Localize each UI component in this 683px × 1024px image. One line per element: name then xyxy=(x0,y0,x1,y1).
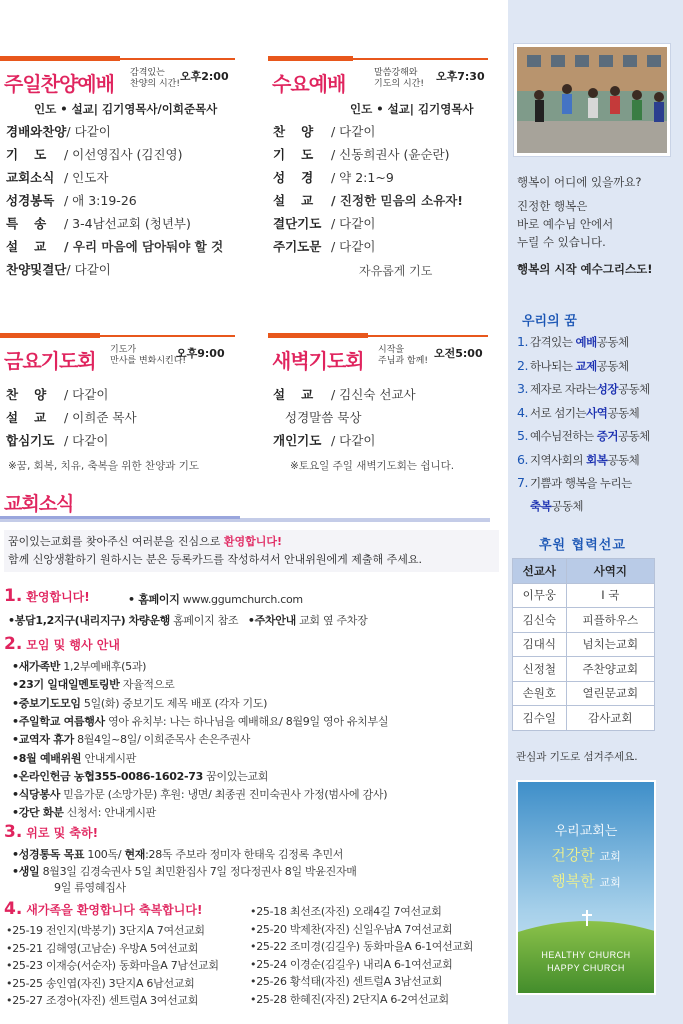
dream-suffix: 공동체 xyxy=(596,335,629,349)
list-item xyxy=(12,768,268,784)
sunday-subtitle-line1: 감격있는 xyxy=(130,68,165,78)
news-item-number: 1. xyxy=(4,586,23,606)
homepage-line xyxy=(128,591,303,607)
dream-prefix: 하나되는 xyxy=(529,358,576,373)
dawn-note: ※토요일 주일 새벽기도회는 쉽니다. xyxy=(290,460,455,472)
happiness-answer-1: 진정한 행복은 xyxy=(517,199,588,213)
dream-item xyxy=(517,405,639,421)
mission-field: 열린문교회 xyxy=(566,681,654,706)
order-row xyxy=(273,122,463,145)
section-bar-thin xyxy=(100,335,235,337)
order-row xyxy=(273,237,463,260)
dream-number: 7. xyxy=(517,475,528,490)
poster-line2 xyxy=(518,844,654,865)
order-label: 설교 xyxy=(273,193,330,208)
order-label: 개인기도 xyxy=(273,433,322,448)
list-item: •25-28 한혜진(자진) 2단지A 6-2여선교회 xyxy=(250,992,449,1006)
dream-number: 5. xyxy=(517,428,528,443)
news-item-3-heading xyxy=(4,822,98,842)
missionary-name: 신정철 xyxy=(513,657,567,682)
table-row xyxy=(513,681,655,706)
news-item-title: 환영합니다! xyxy=(26,590,90,604)
welcome-text: 꿈이있는교회를 찾아주신 여러분을 진심으로 xyxy=(8,535,224,548)
sunday-subtitle-line2: 찬양의 시간! xyxy=(130,79,180,89)
vehicle-area: •봉담1,2지구(내리지구) xyxy=(8,614,126,627)
order-value: / 다같이 xyxy=(331,239,376,254)
poster-line3 xyxy=(518,870,654,891)
dream-suffix: 공동체 xyxy=(596,358,629,373)
list-item xyxy=(12,658,146,674)
happiness-slogan: 행복의 시작 예수그리스도! xyxy=(517,262,653,276)
children-jumping-photo xyxy=(514,44,670,156)
happiness-answer-2: 바로 예수님 안에서 xyxy=(517,217,614,231)
order-label: 찬양 xyxy=(273,124,330,139)
item-text: 믿음가문 (소망가문) 후원: 냉면/ 최종권 진미숙권사 가정(범사에 감사) xyxy=(60,788,388,802)
dream-prefix: 감격있는 xyxy=(529,335,576,349)
order-row xyxy=(273,431,416,454)
list-item: •25-23 이재승(서순자) 동화마을A 7남선교회 xyxy=(6,959,219,972)
list-item xyxy=(12,731,250,747)
order-value: / 신동희권사 (윤순란) xyxy=(331,147,450,162)
dream-suffix: 공동체 xyxy=(607,452,640,467)
welcome-highlight: 환영합니다! xyxy=(223,535,283,548)
order-row xyxy=(6,145,223,168)
our-dream-title: 우리의 꿈 xyxy=(522,314,577,329)
section-bar xyxy=(268,56,353,61)
news-item-2-heading xyxy=(4,634,120,654)
happiness-question: 행복이 어디에 있을까요? xyxy=(517,175,642,189)
dream-keyword: 회복 xyxy=(586,452,608,467)
table-row xyxy=(513,657,655,682)
mission-support-note: 관심과 기도로 섬겨주세요. xyxy=(516,751,638,763)
order-label: 주기도문 xyxy=(273,239,322,254)
wednesday-lead: 인도 • 설교| 김기영목사 xyxy=(350,102,474,116)
friday-time: 오후9:00 xyxy=(176,347,225,360)
friday-order xyxy=(6,385,137,454)
order-row xyxy=(6,260,223,283)
order-row xyxy=(273,214,463,237)
mission-field: 피플하우스 xyxy=(566,608,654,633)
column-header-missionary: 선교사 xyxy=(513,559,567,584)
poster-church-1: 교회 xyxy=(599,850,621,863)
order-value: / 우리 마음에 담아둬야 할 것 xyxy=(64,239,224,254)
dream-7-line2 xyxy=(530,498,583,514)
dream-item xyxy=(517,475,632,491)
sunday-service-section xyxy=(0,56,235,96)
friday-subtitle-line2: 만사를 변화시킨다! xyxy=(110,356,187,366)
order-label: 합심기도 xyxy=(6,433,55,448)
poster-happy: 행복한 xyxy=(551,872,595,890)
order-label: 설교 xyxy=(6,239,63,254)
friday-subtitle xyxy=(110,345,186,367)
church-slogan-poster xyxy=(516,780,656,995)
poster-church-2: 교회 xyxy=(599,876,621,889)
dawn-time: 오전5:00 xyxy=(434,347,483,360)
dream-suffix: 공동체 xyxy=(617,429,650,443)
order-value: / 애 3:19-26 xyxy=(64,193,137,208)
dream-keyword: 예배 xyxy=(575,335,597,349)
list-item: •25-18 최선조(자진) 오래4길 7여선교회 xyxy=(250,905,442,918)
poster-healthy: 건강한 xyxy=(551,846,595,864)
wednesday-time: 오후7:30 xyxy=(436,70,485,83)
section-bar-thin xyxy=(120,58,235,60)
order-value: / 다같이 xyxy=(331,124,376,139)
order-value: / 다같이 xyxy=(64,433,109,448)
item-text: 1,2부예배후(5과) xyxy=(60,660,147,673)
list-item xyxy=(12,695,267,711)
item-label: •주일학교 여름행사 xyxy=(12,714,105,728)
photo-illustration xyxy=(517,47,670,156)
list-item: •25-25 송인엽(자진) 3단지A 6남선교회 xyxy=(6,976,195,990)
dawn-subtitle xyxy=(378,345,428,367)
order-label: 설교 xyxy=(273,387,330,402)
homepage-label: • 홈페이지 xyxy=(128,593,180,606)
item-label: •성경통독 목표 xyxy=(12,848,85,861)
dream-keyword: 증거 xyxy=(596,429,618,443)
happiness-answer-3: 누릴 수 있습니다. xyxy=(517,235,606,249)
poster-line1: 우리교회는 xyxy=(554,824,618,839)
list-item: •25-21 김해영(고남순) 우방A 5여선교회 xyxy=(6,941,199,955)
friday-subtitle-line1: 기도가 xyxy=(110,345,137,355)
order-label: 특송 xyxy=(6,216,63,231)
section-bar-thin xyxy=(368,335,488,337)
dream-suffix: 공동체 xyxy=(617,382,650,396)
mission-field: 넘치는교회 xyxy=(566,632,654,657)
order-value: / 진정한 믿음의 소유자! xyxy=(331,193,463,208)
missionary-table-body xyxy=(513,583,655,730)
vehicle-label: 차량운행 xyxy=(128,614,170,627)
news-item-1-heading xyxy=(4,586,90,606)
item-text: 안내게시판 xyxy=(81,751,137,765)
order-row xyxy=(273,191,463,214)
list-item: •25-27 조경아(자진) 센트럴A 3여선교회 xyxy=(6,994,199,1007)
order-label: 결단기도 xyxy=(273,216,322,231)
mission-field: 주찬양교회 xyxy=(566,657,654,682)
dream-item xyxy=(517,358,629,374)
poster-english-1: HEALTHY CHURCH xyxy=(541,950,631,960)
item-label: •중보기도모임 xyxy=(12,696,81,710)
friday-title: 금요기도회 xyxy=(4,349,96,373)
order-label: 성경봉독 xyxy=(6,193,55,208)
friday-service-section xyxy=(0,333,235,373)
order-label: 경배와찬양 xyxy=(6,124,67,139)
item-label: •생일 xyxy=(12,864,40,878)
sunday-lead: 인도 • 설교| 김기영목사/이희준목사 xyxy=(34,102,218,116)
sunday-order xyxy=(6,122,223,283)
welcome-box xyxy=(4,530,499,572)
list-item xyxy=(12,713,388,729)
news-item-number: 4. xyxy=(4,899,23,919)
news-item-title: 모임 및 행사 안내 xyxy=(26,638,120,652)
welcome-line2: 함께 신앙생활하기 원하시는 분은 등록카드를 작성하셔서 안내위원에게 제출해 주세요. xyxy=(8,553,423,566)
order-value: / 약 2:1~9 xyxy=(331,170,394,185)
dream-number: 1. xyxy=(517,334,528,349)
item-label: •8월 예배위원 xyxy=(12,751,82,765)
dawn-title: 새벽기도회 xyxy=(272,349,364,373)
dream-prefix: 제자로 자라는 xyxy=(529,382,597,396)
order-label: 성경 xyxy=(273,170,330,185)
missionary-name: 김대식 xyxy=(513,632,567,657)
section-bar xyxy=(0,333,100,338)
item-label: •온라인헌금 농협355-0086-1602-73 xyxy=(12,769,203,783)
list-item: •25-22 조미경(김길우) 동화마을A 6-1여선교회 xyxy=(250,940,474,953)
item-text: 100독/ xyxy=(84,848,125,861)
dream-suffix: 공동체 xyxy=(551,499,584,513)
order-value: / 다같이 xyxy=(331,216,376,231)
friday-note: ※꿈, 회복, 치유, 축복을 위한 찬양과 기도 xyxy=(8,460,199,472)
dream-item xyxy=(517,334,629,350)
order-label: 찬양 xyxy=(6,387,63,402)
order-row xyxy=(6,385,137,408)
dream-number: 6. xyxy=(517,451,528,467)
vehicle-parking-line xyxy=(8,612,367,628)
order-row xyxy=(273,145,463,168)
list-item xyxy=(12,676,174,692)
dream-keyword: 사역 xyxy=(586,405,608,420)
order-value: / 다같이 xyxy=(66,262,111,277)
item-label: •23기 일대일멘토링반 xyxy=(12,678,120,692)
missionary-name: 손원호 xyxy=(513,681,567,706)
dream-number: 2. xyxy=(517,357,528,373)
order-label: 기도 xyxy=(273,147,330,162)
order-row xyxy=(6,168,223,191)
mission-support-title: 후원 협력선교 xyxy=(539,538,626,553)
item-text: 꿈이있는교회 xyxy=(202,769,269,783)
vehicle-text: 홈페이지 참조 xyxy=(169,614,239,627)
order-value: / 다같이 xyxy=(64,387,109,402)
list-item xyxy=(12,786,387,802)
list-item: •25-26 황석태(자진) 센트럴A 3남선교회 xyxy=(250,975,443,988)
dream-prefix: 서로 섬기는 xyxy=(529,405,587,420)
item-label-2: 현재 xyxy=(124,848,146,861)
wednesday-note: 자유롭게 기도 xyxy=(359,264,433,278)
order-label: 찬양및결단 xyxy=(6,262,67,277)
list-item: •25-20 박제찬(자진) 신일우남A 7여선교회 xyxy=(250,922,453,936)
section-bar xyxy=(0,56,120,61)
order-row xyxy=(273,408,416,431)
item-text: 8월4일~8일/ 이희준목사 손은주권사 xyxy=(73,733,251,747)
order-value: / 이희준 목사 xyxy=(64,410,137,425)
item-label: •교역자 휴가 xyxy=(12,733,74,747)
parking-text: 교회 옆 주차장 xyxy=(295,614,368,627)
item-text: 5일(화) 중보기도 제목 배포 (각자 기도) xyxy=(80,696,268,710)
dream-item xyxy=(517,381,650,397)
news-item-4-heading xyxy=(4,899,202,919)
news-item-number: 3. xyxy=(4,822,23,842)
item-text: 8월3일 김경숙권사 5일 최민환집사 7일 정다정권사 8일 박윤진자매 xyxy=(39,864,357,878)
order-label: 설교 xyxy=(6,410,63,425)
dawn-subtitle-line2: 주님과 함께! xyxy=(378,356,428,366)
order-row xyxy=(273,385,416,408)
order-row xyxy=(6,431,137,454)
section-bar-thin xyxy=(353,58,488,60)
news-item-title: 새가족을 환영합니다 축복합니다! xyxy=(26,903,203,917)
dream-item xyxy=(517,428,650,444)
news-divider-accent xyxy=(0,516,240,519)
missionary-table xyxy=(512,558,655,731)
mission-field: 감사교회 xyxy=(566,706,654,731)
order-row xyxy=(6,408,137,431)
order-row xyxy=(273,168,463,191)
dream-prefix: 기쁨과 행복을 누리는 xyxy=(529,476,632,490)
section-bar xyxy=(268,333,368,338)
order-value: / 다같이 xyxy=(66,124,111,139)
dream-prefix: 예수님전하는 xyxy=(529,429,597,443)
mission-field: I 국 xyxy=(566,583,654,608)
dream-number: 4. xyxy=(517,404,528,420)
list-item xyxy=(12,804,156,820)
list-item xyxy=(12,750,136,766)
item-label: •강단 화분 xyxy=(12,806,64,820)
list-item xyxy=(12,846,343,862)
table-row xyxy=(513,706,655,731)
column-header-field: 사역지 xyxy=(566,559,654,584)
item-text: 신청서: 안내게시판 xyxy=(63,806,156,820)
dream-item xyxy=(517,452,639,468)
order-value: 성경말씀 묵상 xyxy=(285,410,362,425)
poster-english-2: HAPPY CHURCH xyxy=(547,963,625,973)
missionary-name: 이무웅 xyxy=(513,583,567,608)
wednesday-order xyxy=(273,122,463,260)
list-item: •25-19 전인지(박봉기) 3단지A 7여선교회 xyxy=(6,924,205,937)
dream-keyword: 교제 xyxy=(575,358,597,373)
missionary-name: 김수일 xyxy=(513,706,567,731)
table-row xyxy=(513,608,655,633)
dream-keyword: 축복 xyxy=(530,499,552,513)
homepage-link[interactable]: www.ggumchurch.com xyxy=(182,593,303,606)
missionary-name: 김신숙 xyxy=(513,608,567,633)
wednesday-subtitle xyxy=(374,68,424,90)
news-title: 교회소식 xyxy=(4,493,74,515)
sunday-time: 오후2:00 xyxy=(180,70,229,83)
table-row xyxy=(513,632,655,657)
order-label: 교회소식 xyxy=(6,170,55,185)
table-row xyxy=(513,583,655,608)
dawn-service-section xyxy=(268,333,488,373)
dream-prefix: 지역사회의 xyxy=(529,452,587,467)
dream-number: 3. xyxy=(517,381,528,396)
item-label: •새가족반 xyxy=(12,660,61,673)
dawn-order xyxy=(273,385,416,454)
wednesday-service-section xyxy=(268,56,488,96)
wednesday-title: 수요예배 xyxy=(272,72,346,96)
order-value: / 인도자 xyxy=(64,170,109,185)
list-item xyxy=(54,879,126,895)
list-item: •25-24 이경순(김길우) 내리A 6-1여선교회 xyxy=(250,957,453,971)
news-item-title: 위로 및 축하! xyxy=(26,826,99,840)
item-text: 영아 유치부: 나는 하나님을 예배해요/ 8월9일 영아 유치부실 xyxy=(104,714,389,728)
sunday-subtitle xyxy=(130,68,180,90)
order-value: / 다같이 xyxy=(331,433,376,448)
item-text: 9일 류영혜집사 xyxy=(54,881,126,894)
wednesday-subtitle-line1: 말씀강해와 xyxy=(374,68,418,78)
table-header-row xyxy=(513,559,655,584)
order-label: 기도 xyxy=(6,147,63,162)
dawn-subtitle-line1: 시작을 xyxy=(378,345,405,355)
news-item-number: 2. xyxy=(4,634,23,654)
order-row xyxy=(6,122,223,145)
order-value: / 3-4남선교회 (청년부) xyxy=(64,216,191,231)
item-text: 자율적으로 xyxy=(119,678,175,692)
welcome-line1 xyxy=(8,533,495,551)
order-row xyxy=(6,214,223,237)
order-row xyxy=(6,237,223,260)
parking-label: •주차안내 xyxy=(247,614,296,627)
item-label: •식당봉사 xyxy=(12,788,61,802)
sunday-title: 주일찬양예배 xyxy=(4,72,114,96)
dream-suffix: 공동체 xyxy=(607,405,640,420)
order-row xyxy=(6,191,223,214)
wednesday-subtitle-line2: 기도의 시간! xyxy=(374,79,424,89)
dream-keyword: 성장 xyxy=(596,382,618,396)
list-item xyxy=(12,863,357,879)
order-value: / 김신숙 선교사 xyxy=(331,387,416,402)
order-value: / 이선영집사 (김진영) xyxy=(64,147,183,162)
item-text-2: :28독 주보라 정미자 한태욱 김정록 추민서 xyxy=(145,848,344,861)
